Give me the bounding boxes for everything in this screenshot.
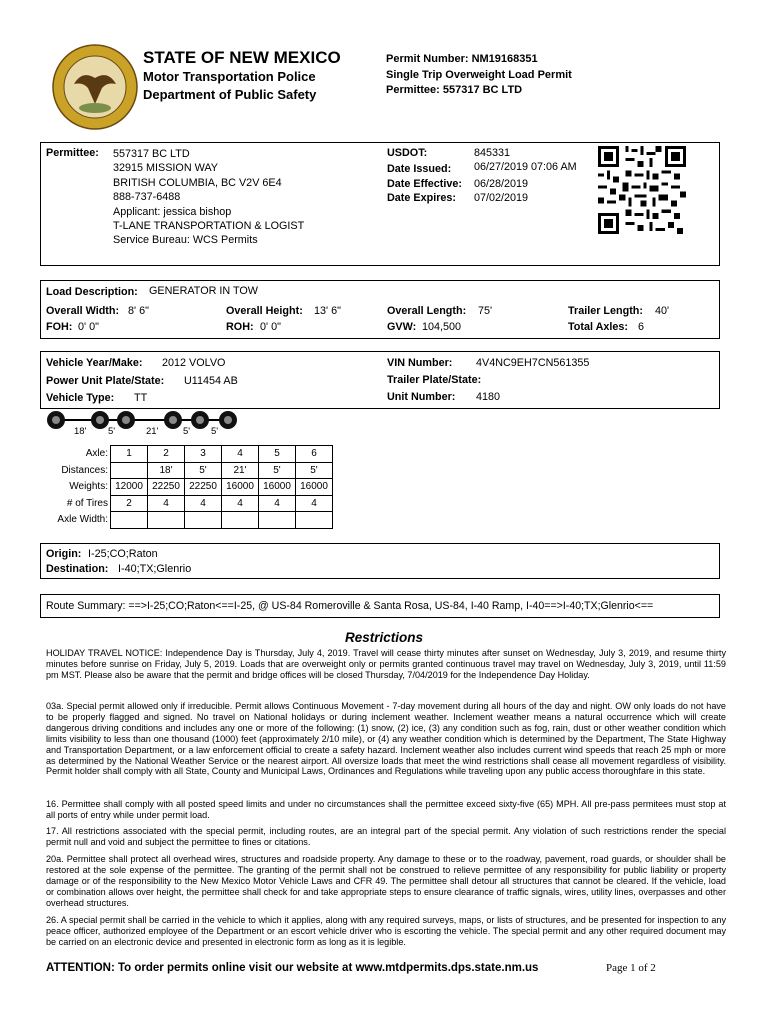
row-label: Weights: <box>69 481 108 493</box>
row-label: Distances: <box>61 464 108 476</box>
table-row <box>50 512 333 529</box>
route-summary: Route Summary: ==>I-25;CO;Raton<==I-25, @ US-84 Romeroville & Santa Rosa, US-84, I-40 Ramp, I-40==>I-40;TX;Glenrio<== <box>46 600 654 612</box>
restriction-paragraph: 17. All restrictions associated with the special permit, including routes, are an integral part of the special permit. Any violation of such restrictions render the special permit null and void and subject the permittee to fines or citations. <box>46 826 726 847</box>
table-cell <box>111 512 148 529</box>
table-cell <box>111 462 148 479</box>
table-cell <box>185 512 222 529</box>
department-name: Department of Public Safety <box>143 87 317 102</box>
state-seal-logo <box>52 44 138 130</box>
permittee-line: BRITISH COLUMBIA, BC V2V 6E4 <box>113 176 282 189</box>
table-cell: 18' <box>148 462 185 479</box>
tire-icon <box>164 411 182 429</box>
diagram-distance: 21' <box>146 426 159 437</box>
roh-label: ROH: <box>226 321 254 333</box>
tire-icon <box>117 411 135 429</box>
table-cell: 5' <box>259 462 296 479</box>
year-make-value: 2012 VOLVO <box>162 357 226 369</box>
tire-icon <box>47 411 65 429</box>
table-cell: 22250 <box>148 479 185 496</box>
attention-notice: ATTENTION: To order permits online visit our website at www.mtdpermits.dps.state.nm.us <box>46 962 539 974</box>
table-cell: 4 <box>222 446 259 463</box>
vin-value: 4V4NC9EH7CN561355 <box>476 357 590 369</box>
header-permittee: Permittee: 557317 BC LTD <box>386 84 523 96</box>
table-cell <box>148 512 185 529</box>
date-expires-value: 07/02/2019 <box>474 192 529 204</box>
vehicle-type-value: TT <box>134 392 148 404</box>
origin-label: Origin: <box>46 548 82 560</box>
table-cell: 6 <box>296 446 333 463</box>
table-cell: 22250 <box>185 479 222 496</box>
table-cell: 5 <box>259 446 296 463</box>
origin-value: I-25;CO;Raton <box>88 548 158 560</box>
plate-label: Power Unit Plate/State: <box>46 375 165 387</box>
permittee-label: Permittee: <box>46 147 99 159</box>
restriction-paragraph: 26. A special permit shall be carried in the vehicle to which it applies, along with any required surveys, maps, or lists of structures, and be presented for inspection to any peace officer, authorized employee of the Department or an escort vehicle driver who is escorting the vehicle. The special permit and any other required document may be carried on an electronic device and presented in electronic form as long as it is legible. <box>46 915 726 947</box>
table-cell: 16000 <box>222 479 259 496</box>
diagram-distance: 5' <box>108 426 116 437</box>
table-cell: 12000 <box>111 479 148 496</box>
unit-number-value: 4180 <box>476 391 501 403</box>
table-cell: 5' <box>296 462 333 479</box>
table-row <box>50 462 333 479</box>
permittee-line: T-LANE TRANSPORTATION & LOGIST <box>113 220 305 233</box>
table-cell <box>296 512 333 529</box>
permittee-line: 557317 BC LTD <box>113 148 190 160</box>
date-issued-label: Date Issued: <box>387 163 452 175</box>
permittee-line: Applicant: jessica bishop <box>113 205 232 218</box>
length-value: 75' <box>478 305 493 317</box>
usdot-value: 845331 <box>474 147 511 159</box>
table-cell: 16000 <box>296 479 333 496</box>
destination-value: I-40;TX;Glenrio <box>118 563 192 575</box>
diagram-distance: 18' <box>74 426 87 437</box>
table-cell: 5' <box>185 462 222 479</box>
diagram-distance: 5' <box>211 426 219 437</box>
permittee-address <box>113 147 304 248</box>
restriction-paragraph: 16. Permittee shall comply with all posted speed limits and under no circumstances shall the permittee exceed sixty-five (65) MPH. All pre-pass permitees must stop at all ports of entry while under permit load. <box>46 799 726 820</box>
table-row <box>50 446 333 463</box>
width-value: 8' 6" <box>128 305 149 317</box>
restrictions-title: Restrictions <box>344 630 424 645</box>
width-label: Overall Width: <box>46 305 120 317</box>
height-label: Overall Height: <box>226 305 303 317</box>
diagram-distance: 5' <box>183 426 191 437</box>
permittee-line: 888-737-6488 <box>113 191 181 204</box>
total-axles-value: 6 <box>638 321 645 333</box>
table-cell: 4 <box>259 495 296 512</box>
height-value: 13' 6" <box>314 305 341 317</box>
date-issued-value: 06/27/2019 07:06 AM <box>474 161 577 173</box>
table-cell: 3 <box>185 446 222 463</box>
axle-table <box>50 445 333 529</box>
trailer-length-value: 40' <box>655 305 670 317</box>
state-title: STATE OF NEW MEXICO <box>143 48 341 67</box>
date-expires-label: Date Expires: <box>387 192 457 204</box>
table-cell: 4 <box>185 495 222 512</box>
total-axles-label: Total Axles: <box>568 321 628 333</box>
tire-icon <box>219 411 237 429</box>
load-desc-label: Load Description: <box>46 286 138 298</box>
permittee-line: 32915 MISSION WAY <box>113 162 219 175</box>
table-cell: 4 <box>222 495 259 512</box>
table-cell <box>259 512 296 529</box>
table-cell <box>222 512 259 529</box>
vin-label: VIN Number: <box>387 357 453 369</box>
unit-number-label: Unit Number: <box>387 391 456 403</box>
foh-label: FOH: <box>46 321 73 333</box>
restriction-paragraph: HOLIDAY TRAVEL NOTICE: Independence Day is Thursday, July 4, 2019. Travel will cease thirty minutes after sunset on Wednesday, July 3, 2019, and resume thirty minutes before sunrise on Friday, July 5, 2019. Loads that are overweight only or permits granted continuous travel may travel on Wednesday, July 3, 2019, until 11:59 pm MST. Please also be aware that the permit and bridge offices will be closed Thursday, 7/04/2019 for the Independence Day Holiday. <box>46 648 726 680</box>
row-label: # of Tires <box>66 497 108 509</box>
table-row <box>50 479 333 496</box>
row-label: Axle: <box>85 448 108 460</box>
restriction-paragraph: 03a. Special permit allowed only if irreducible. Permit allows Continuous Movement - 7-day movement during all hours of the day and night. OW only loads do not have to be properly flagged and signed. No travel on National holidays or during inclement weather. Inclement weather means a natural occurrence which will create dangerous driving conditions and includes any one or more of the following: (1) snow, (2) ice, (3) any condition such as fog, rain, dust or other weather condition which limits visibility to less than one thousand (1000) feet (approximately 2/10 mile), or (4) any weather condition which is determined by the Department, The State Highway and Transportation Department, or a law enforcement official to create a safety hazard. Inclement weather also includes current wind speeds that reach 25 mph or more as determined by the National Weather Service or the nearest airport. All oversize loads that meet the wind restrictions shall cease all movement regardless of visibility. Permit holder shall comply with all State, County and Municipal Laws, Ordinances and Regulations while traveling upon any public access thoroughfare in this state. <box>46 701 726 777</box>
year-make-label: Vehicle Year/Make: <box>46 357 143 369</box>
date-effective-value: 06/28/2019 <box>474 178 529 190</box>
plate-value: U11454 AB <box>184 375 238 387</box>
agency-name: Motor Transportation Police <box>143 69 316 84</box>
permit-type: Single Trip Overweight Load Permit <box>386 68 572 81</box>
permit-number: Permit Number: NM19168351 <box>386 53 538 65</box>
table-cell: 4 <box>148 495 185 512</box>
usdot-label: USDOT: <box>387 147 428 159</box>
destination-label: Destination: <box>46 563 109 575</box>
table-cell: 2 <box>111 495 148 512</box>
table-cell: 21' <box>222 462 259 479</box>
roh-value: 0' 0" <box>260 321 281 333</box>
row-label: Axle Width: <box>57 514 108 526</box>
vehicle-type-label: Vehicle Type: <box>46 392 115 404</box>
table-cell: 4 <box>296 495 333 512</box>
gvw-label: GVW: <box>387 321 417 333</box>
length-label: Overall Length: <box>387 305 467 317</box>
page-number: Page 1 of 2 <box>606 962 656 974</box>
load-desc-value: GENERATOR IN TOW <box>149 285 258 297</box>
table-cell: 16000 <box>259 479 296 496</box>
trailer-length-label: Trailer Length: <box>568 305 643 317</box>
restriction-paragraph: 20a. Permittee shall protect all overhead wires, structures and roadside property. Any damage to these or to the roadway, pavement, road guards, or shoulder shall be restored at the sole expense of the permittee. The granting of the permit shall not be construed to relieve permittee of any responsibility for public liability or property damage or of the responsibility to the New Mexico Motor Vehicle Laws and CFR 49. The permittee shall detour all structures that cannot be cleared. If the vehicle, load or combination allows over height, the permittee shall check for and take appropriate steps to ensure clearance of traffic signals, wires, utility lines, overpasses and other overhead structures. <box>46 854 726 908</box>
table-cell: 1 <box>111 446 148 463</box>
permittee-line: Service Bureau: WCS Permits <box>113 234 258 247</box>
qr-code <box>598 146 686 234</box>
foh-value: 0' 0" <box>78 321 99 333</box>
gvw-value: 104,500 <box>422 321 462 333</box>
tire-icon <box>91 411 109 429</box>
table-row <box>50 495 333 512</box>
trailer-plate-label: Trailer Plate/State: <box>387 374 482 386</box>
table-cell: 2 <box>148 446 185 463</box>
date-effective-label: Date Effective: <box>387 178 463 190</box>
tire-icon <box>191 411 209 429</box>
